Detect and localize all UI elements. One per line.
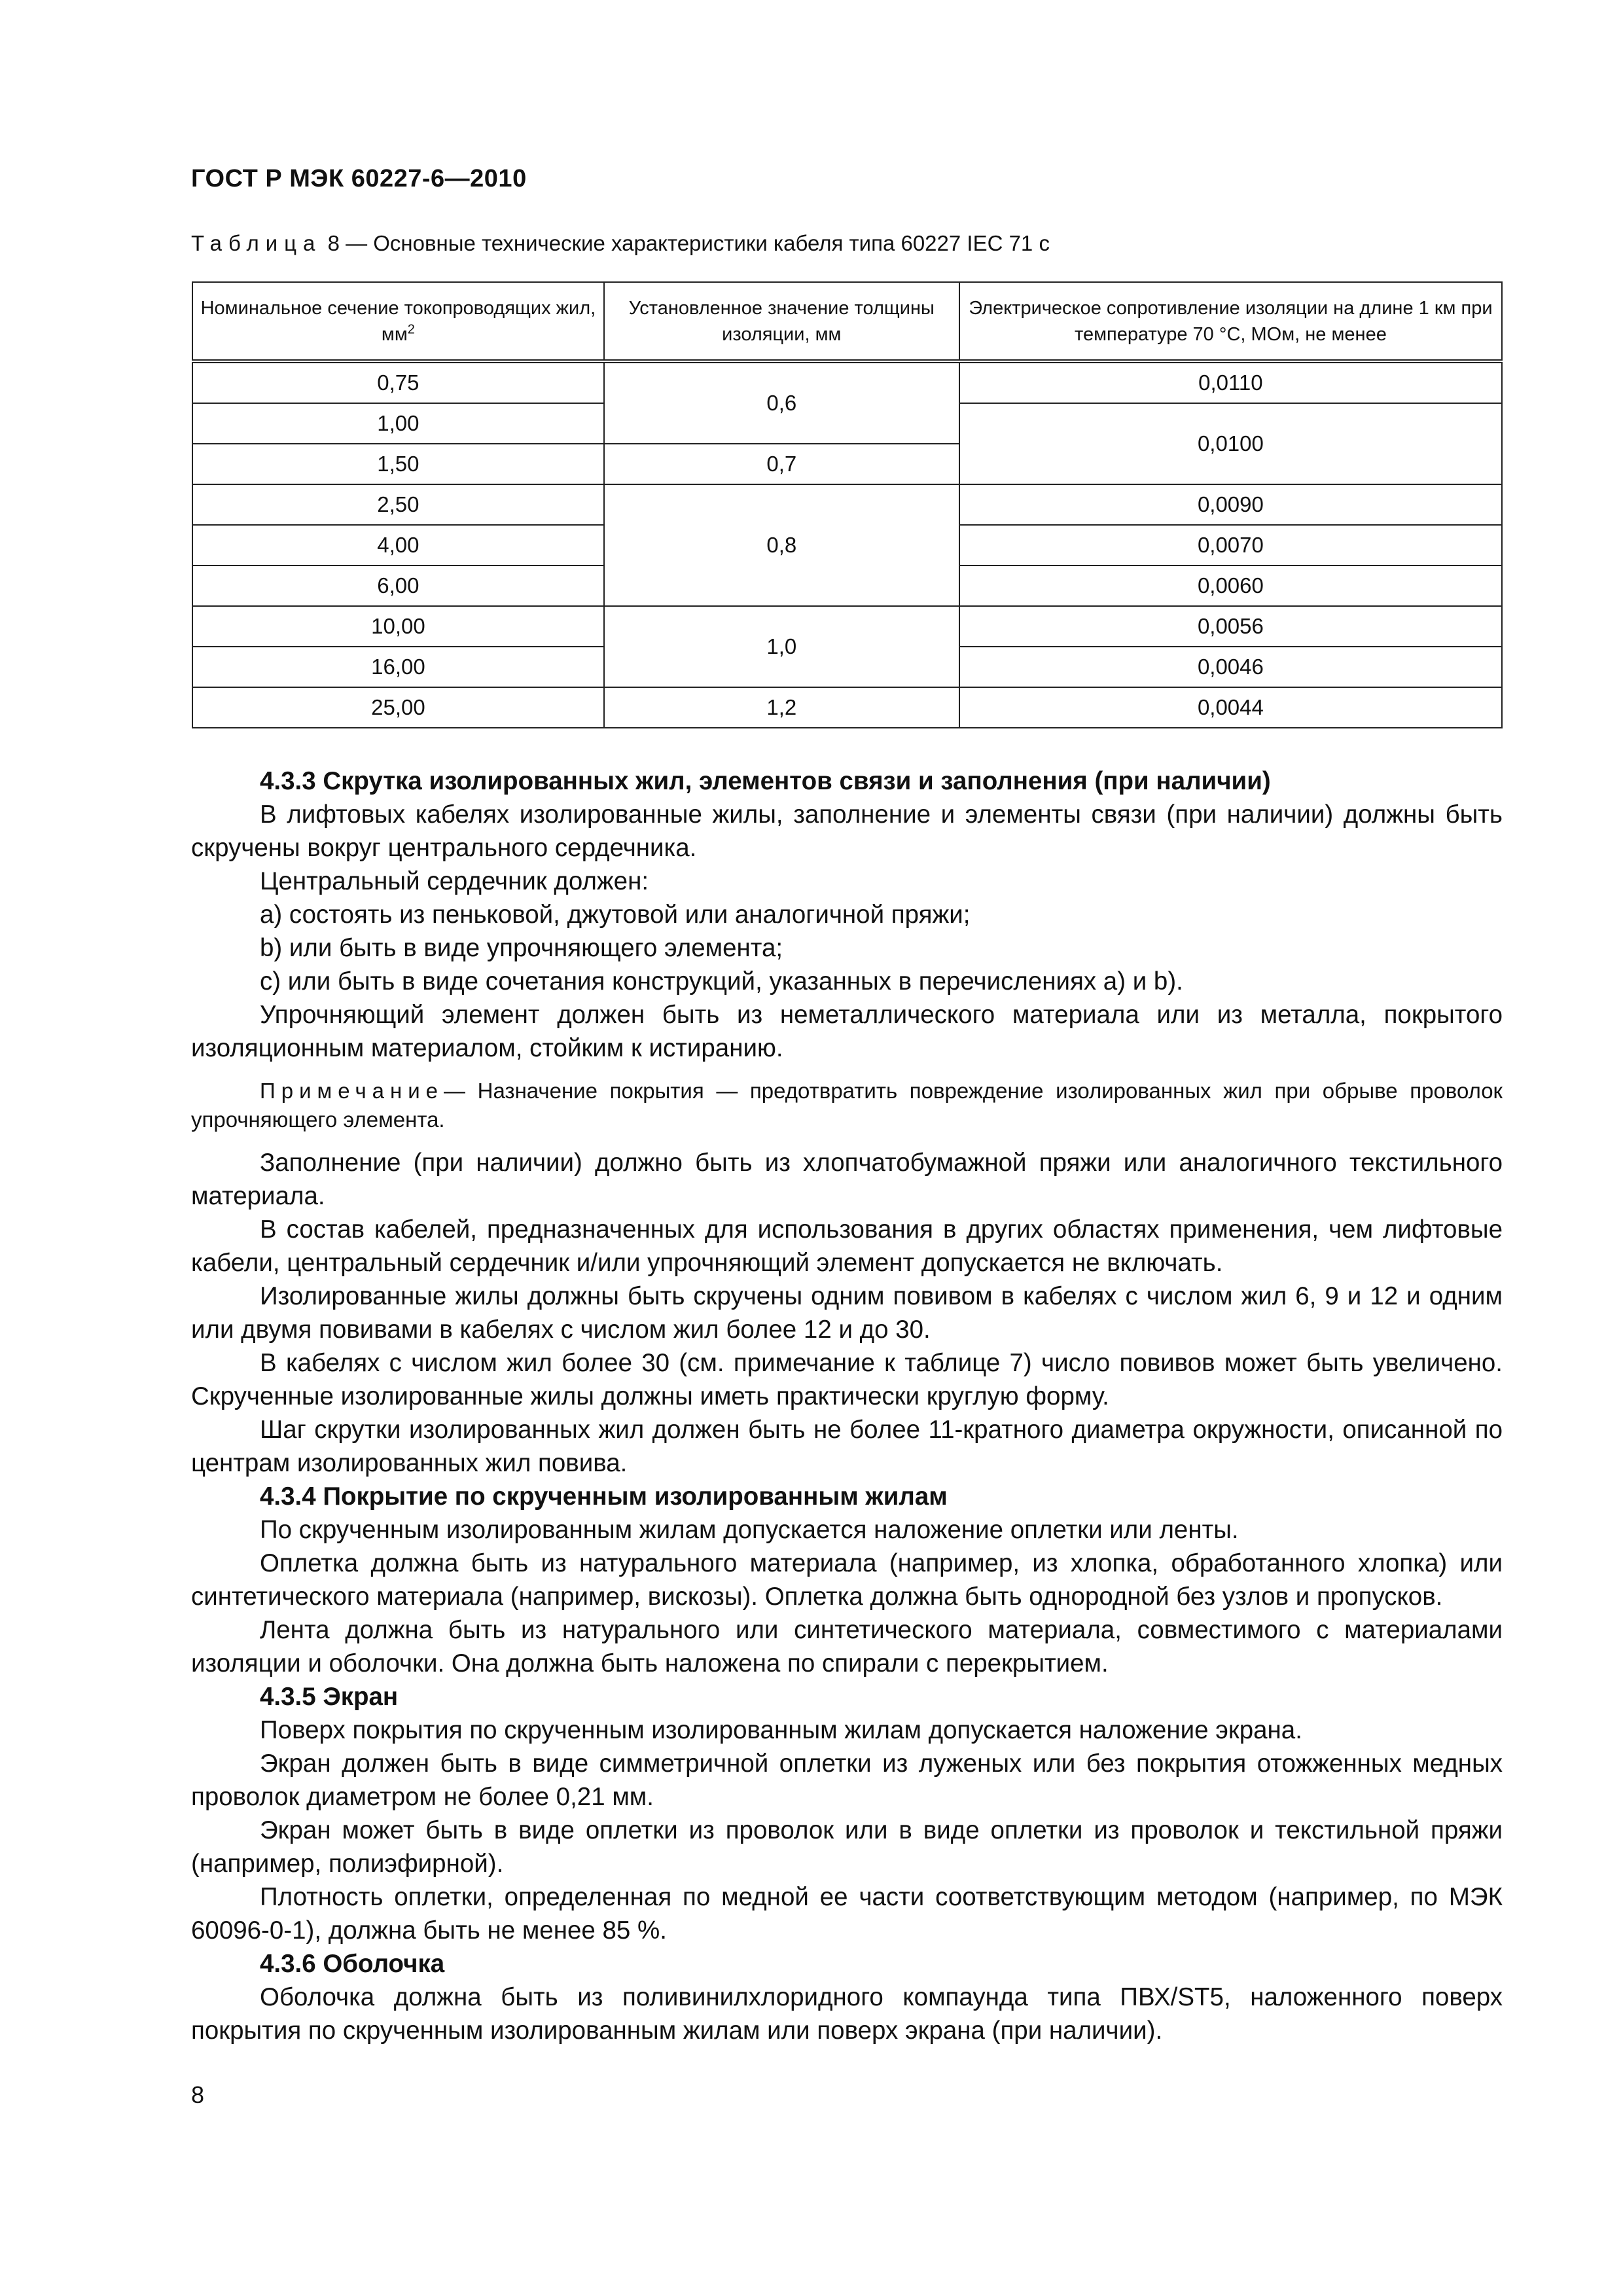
section-cell: 1,50 (192, 444, 604, 484)
thickness-cell: 0,8 (604, 484, 959, 606)
table-caption-label: Таблица (191, 231, 322, 255)
table-row (192, 687, 1502, 728)
resistance-cell: 0,0046 (959, 647, 1502, 687)
thickness-cell: 1,2 (604, 687, 959, 728)
paragraph: Экран должен быть в виде симметричной оплетки из луженых или без покрытия отожженных медных проволок диаметром не более 0,21 мм. (191, 1749, 1503, 1811)
document-header: ГОСТ Р МЭК 60227-6—2010 (191, 165, 527, 192)
paragraph: В лифтовых кабелях изолированные жилы, заполнение и элементы связи (при наличии) должны быть скручены вокруг центрального сердечника. (191, 800, 1503, 862)
section-cell: 0,75 (192, 361, 604, 403)
table-header-row (192, 282, 1502, 361)
paragraph: Оболочка должна быть из поливинилхлоридного компаунда типа ПВХ/ST5, наложенного поверх покрытия по скрученным изолированным жилам или поверх экрана (при наличии). (191, 1983, 1503, 2045)
paragraph: Заполнение (при наличии) должно быть из хлопчатобумажной пряжи или аналогичного текстильного материала. (191, 1149, 1503, 1210)
section-cell: 4,00 (192, 525, 604, 565)
list-item: b) или быть в виде упрочняющего элемента; (260, 934, 783, 962)
paragraph: Поверх покрытия по скрученным изолированным жилам допускается наложение экрана. (260, 1716, 1302, 1744)
resistance-cell: 0,0070 (959, 525, 1502, 565)
specifications-table (192, 281, 1503, 728)
list-item: c) или быть в виде сочетания конструкций, указанных в перечислениях a) и b). (260, 967, 1183, 996)
section-cell: 1,00 (192, 403, 604, 444)
resistance-cell: 0,0044 (959, 687, 1502, 728)
table-row (192, 361, 1502, 403)
resistance-cell: 0,0100 (959, 403, 1502, 484)
section-cell: 25,00 (192, 687, 604, 728)
list-item: a) состоять из пеньковой, джутовой или аналогичной пряжи; (260, 901, 971, 929)
paragraph: В кабелях с числом жил более 30 (см. примечание к таблице 7) число повивов может быть увеличено. Скрученные изолированные жилы должны иметь практически круглую форму. (191, 1349, 1503, 1410)
table-row (192, 484, 1502, 525)
table-caption (191, 231, 1050, 256)
paragraph: По скрученным изолированным жилам допускается наложение оплетки или ленты. (260, 1516, 1239, 1544)
table-row (192, 606, 1502, 647)
paragraph: Лента должна быть из натурального или синтетического материала, совместимого с материалами изоляции и оболочки. Она должна быть наложена по спирали с перекрытием. (191, 1616, 1503, 1677)
section-cell: 6,00 (192, 565, 604, 606)
paragraph: Оплетка должна быть из натурального материала (например, из хлопка, обработанного хлопка) или синтетического материала (например, вискозы). Оплетка должна быть однородной без узлов и пропусков. (191, 1549, 1503, 1611)
note-text: — Назначение покрытия — предотвратить повреждение изолированных жил при обрыве проволок упрочняющего элемента. (191, 1079, 1503, 1132)
paragraph: Плотность оплетки, определенная по медной ее части соответствующим методом (например, по МЭК 60096-0-1), должна быть не менее 85 %. (191, 1883, 1503, 1945)
resistance-cell: 0,0090 (959, 484, 1502, 525)
section-cell: 16,00 (192, 647, 604, 687)
thickness-cell: 0,6 (604, 361, 959, 444)
table-caption-text: 8 — Основные технические характеристики кабеля типа 60227 IEC 71 с (327, 231, 1050, 255)
body-text (191, 764, 1503, 2047)
paragraph: Экран может быть в виде оплетки из проволок или в виде оплетки из проволок и текстильной пряжи (например, полиэфирной). (191, 1816, 1503, 1878)
paragraph: В состав кабелей, предназначенных для использования в других областях применения, чем лифтовые кабели, центральный сердечник и/или упрочняющий элемент допускается не включать. (191, 1215, 1503, 1277)
thickness-cell: 0,7 (604, 444, 959, 484)
section-heading-4-3-3: 4.3.3 Скрутка изолированных жил, элементов связи и заполнения (при наличии) (260, 767, 1271, 795)
resistance-cell: 0,0060 (959, 565, 1502, 606)
section-heading-4-3-6: 4.3.6 Оболочка (260, 1950, 445, 1978)
thickness-cell: 1,0 (604, 606, 959, 687)
header-insulation-thickness: Установленное значение толщины изоляции, мм (604, 282, 959, 361)
resistance-cell: 0,0056 (959, 606, 1502, 647)
section-cell: 2,50 (192, 484, 604, 525)
section-heading-4-3-5: 4.3.5 Экран (260, 1683, 399, 1711)
paragraph: Упрочняющий элемент должен быть из неметаллического материала или из металла, покрытого изоляционным материалом, стойким к истиранию. (191, 1001, 1503, 1062)
note-label: Примечание (260, 1079, 444, 1103)
paragraph: Шаг скрутки изолированных жил должен быть не более 11-кратного диаметра окружности, описанной по центрам изолированных жил повива. (191, 1416, 1503, 1477)
paragraph: Изолированные жилы должны быть скручены одним повивом в кабелях с числом жил 6, 9 и 12 и одним или двумя повивами в кабелях с числом жил более 12 и до 30. (191, 1282, 1503, 1344)
paragraph: Центральный сердечник должен: (260, 867, 649, 895)
section-heading-4-3-4: 4.3.4 Покрытие по скрученным изолированным жилам (260, 1482, 948, 1511)
header-nominal-section: Номинальное сечение токопроводящих жил, $мм^2$ (192, 282, 604, 361)
section-cell: 10,00 (192, 606, 604, 647)
resistance-cell: 0,0110 (959, 361, 1502, 403)
note (191, 1077, 1503, 1134)
header-insulation-resistance: Электрическое сопротивление изоляции на длине 1 км при температуре 70 °С, МОм, не менее (959, 282, 1502, 361)
page-number: 8 (191, 2081, 205, 2108)
